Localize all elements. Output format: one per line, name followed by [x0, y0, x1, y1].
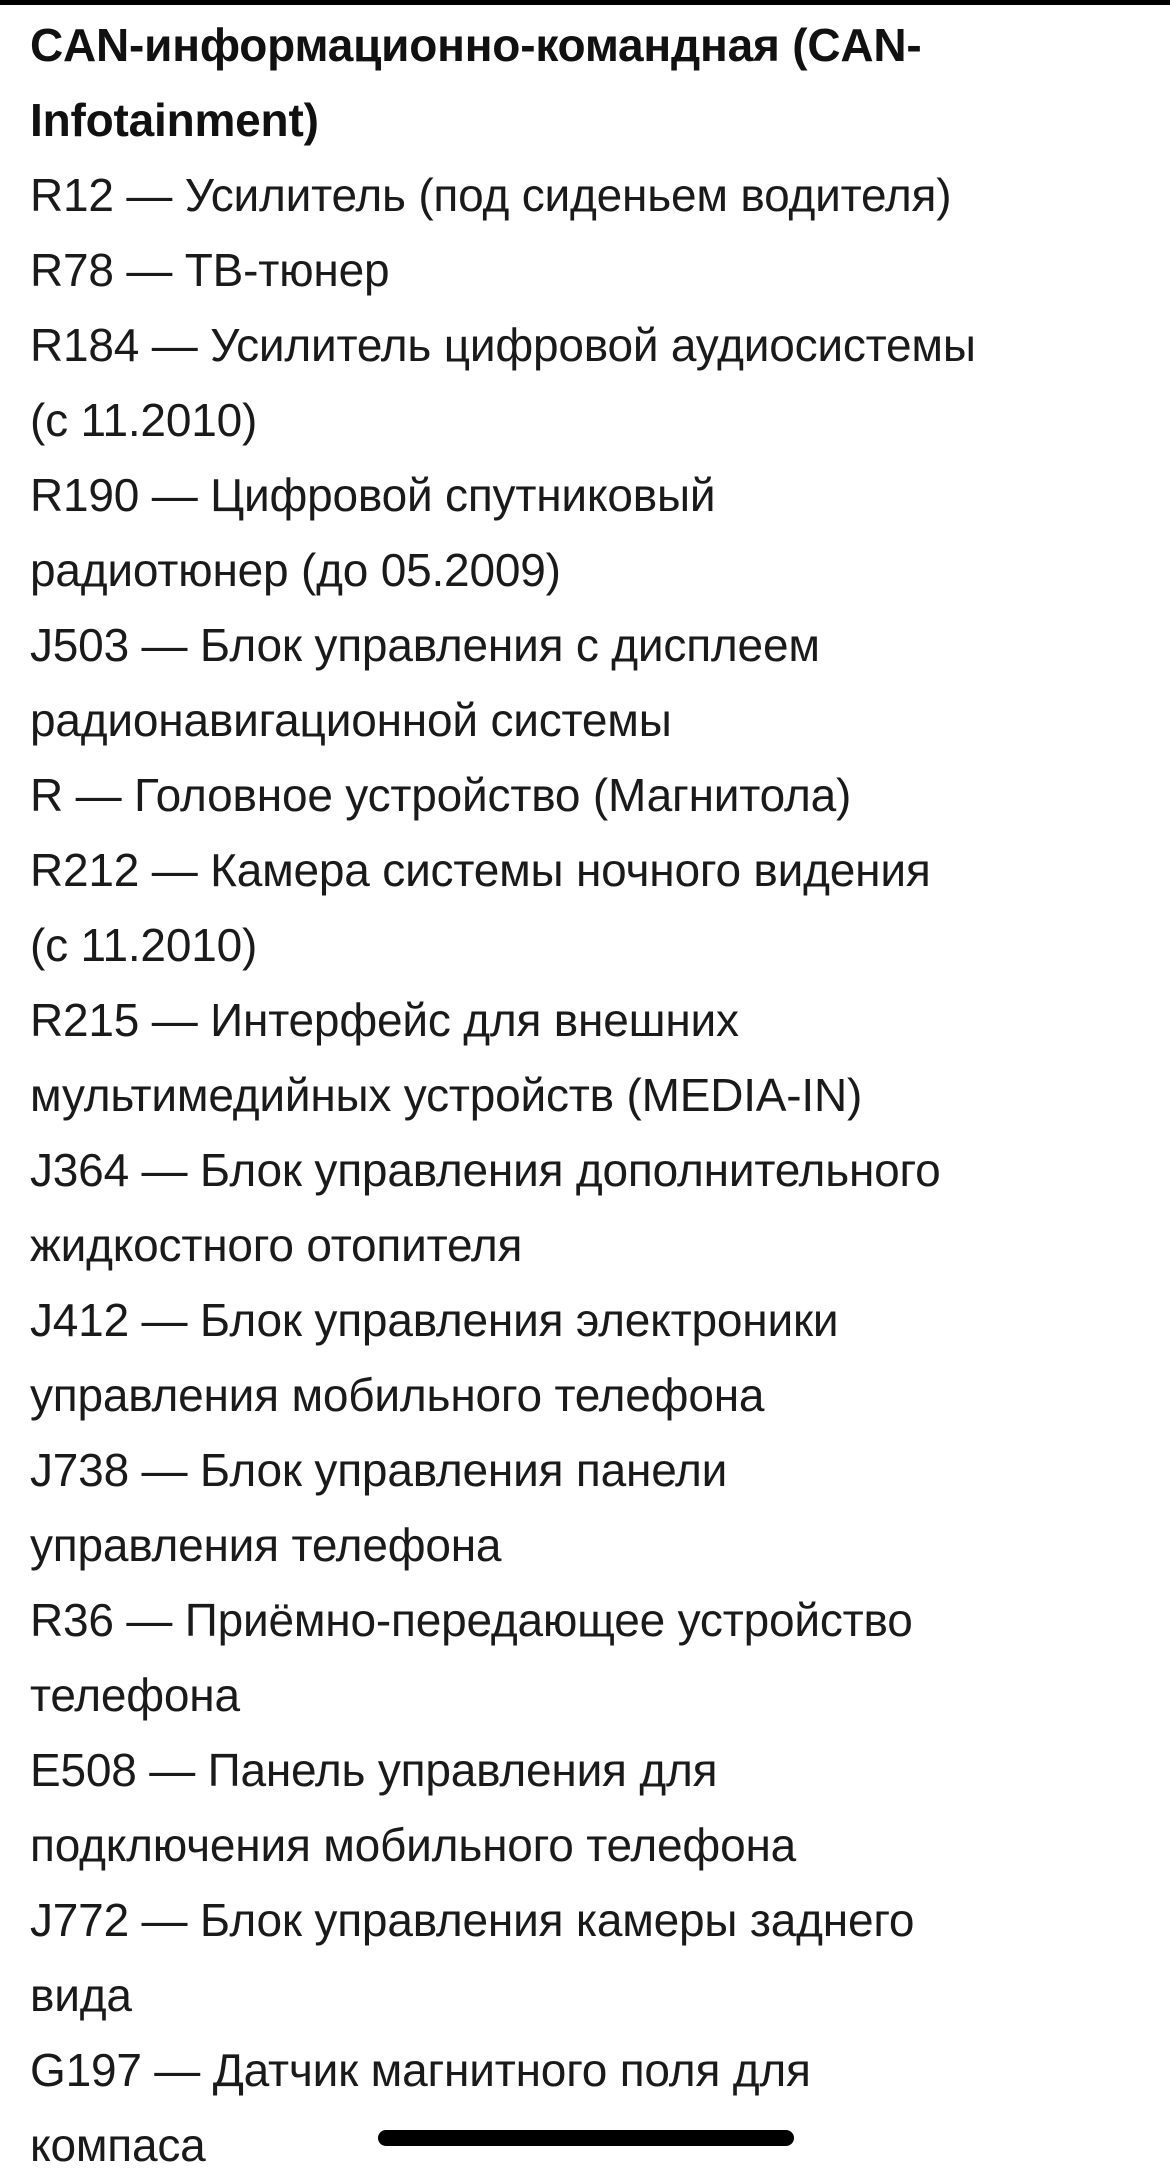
component-line: J738 — Блок управления панели — [30, 1444, 728, 1496]
component-line: радиотюнер (до 05.2009) — [30, 544, 561, 596]
heading-line-1: CAN-информационно-командная (CAN- — [30, 19, 922, 71]
component-line: телефона — [30, 1669, 240, 1721]
component-line: радионавигационной системы — [30, 694, 672, 746]
component-line: R — Головное устройство (Магнитола) — [30, 769, 852, 821]
component-line: мультимедийных устройств (MEDIA-IN) — [30, 1069, 863, 1121]
component-line: R215 — Интерфейс для внешних — [30, 994, 739, 1046]
component-line: жидкостного отопителя — [30, 1219, 523, 1271]
component-line: J412 — Блок управления электроники — [30, 1294, 839, 1346]
component-line: подключения мобильного телефона — [30, 1819, 797, 1871]
component-line: (с 11.2010) — [30, 394, 258, 446]
component-line: R78 — ТВ-тюнер — [30, 244, 390, 296]
component-line: R212 — Камера системы ночного видения — [30, 844, 931, 896]
component-line: управления мобильного телефона — [30, 1369, 765, 1421]
document-body — [30, 8, 1150, 2183]
component-line: вида — [30, 1969, 132, 2021]
component-line: J772 — Блок управления камеры заднего — [30, 1894, 915, 1946]
component-line: R36 — Приёмно-передающее устройство — [30, 1594, 913, 1646]
component-line: J364 — Блок управления дополнительного — [30, 1144, 941, 1196]
component-line: R12 — Усилитель (под сиденьем водителя) — [30, 169, 952, 221]
component-line: R190 — Цифровой спутниковый — [30, 469, 716, 521]
component-line: компаса — [30, 2119, 206, 2171]
top-divider — [0, 0, 1170, 5]
component-line: R184 — Усилитель цифровой аудиосистемы — [30, 319, 976, 371]
component-line: (с 11.2010) — [30, 919, 258, 971]
heading-line-2: Infotainment) — [30, 94, 319, 146]
home-indicator[interactable] — [378, 2130, 794, 2146]
component-line: E508 — Панель управления для — [30, 1744, 718, 1796]
component-line: G197 — Датчик магнитного поля для — [30, 2044, 811, 2096]
component-line: J503 — Блок управления с дисплеем — [30, 619, 820, 671]
component-line: управления телефона — [30, 1519, 502, 1571]
